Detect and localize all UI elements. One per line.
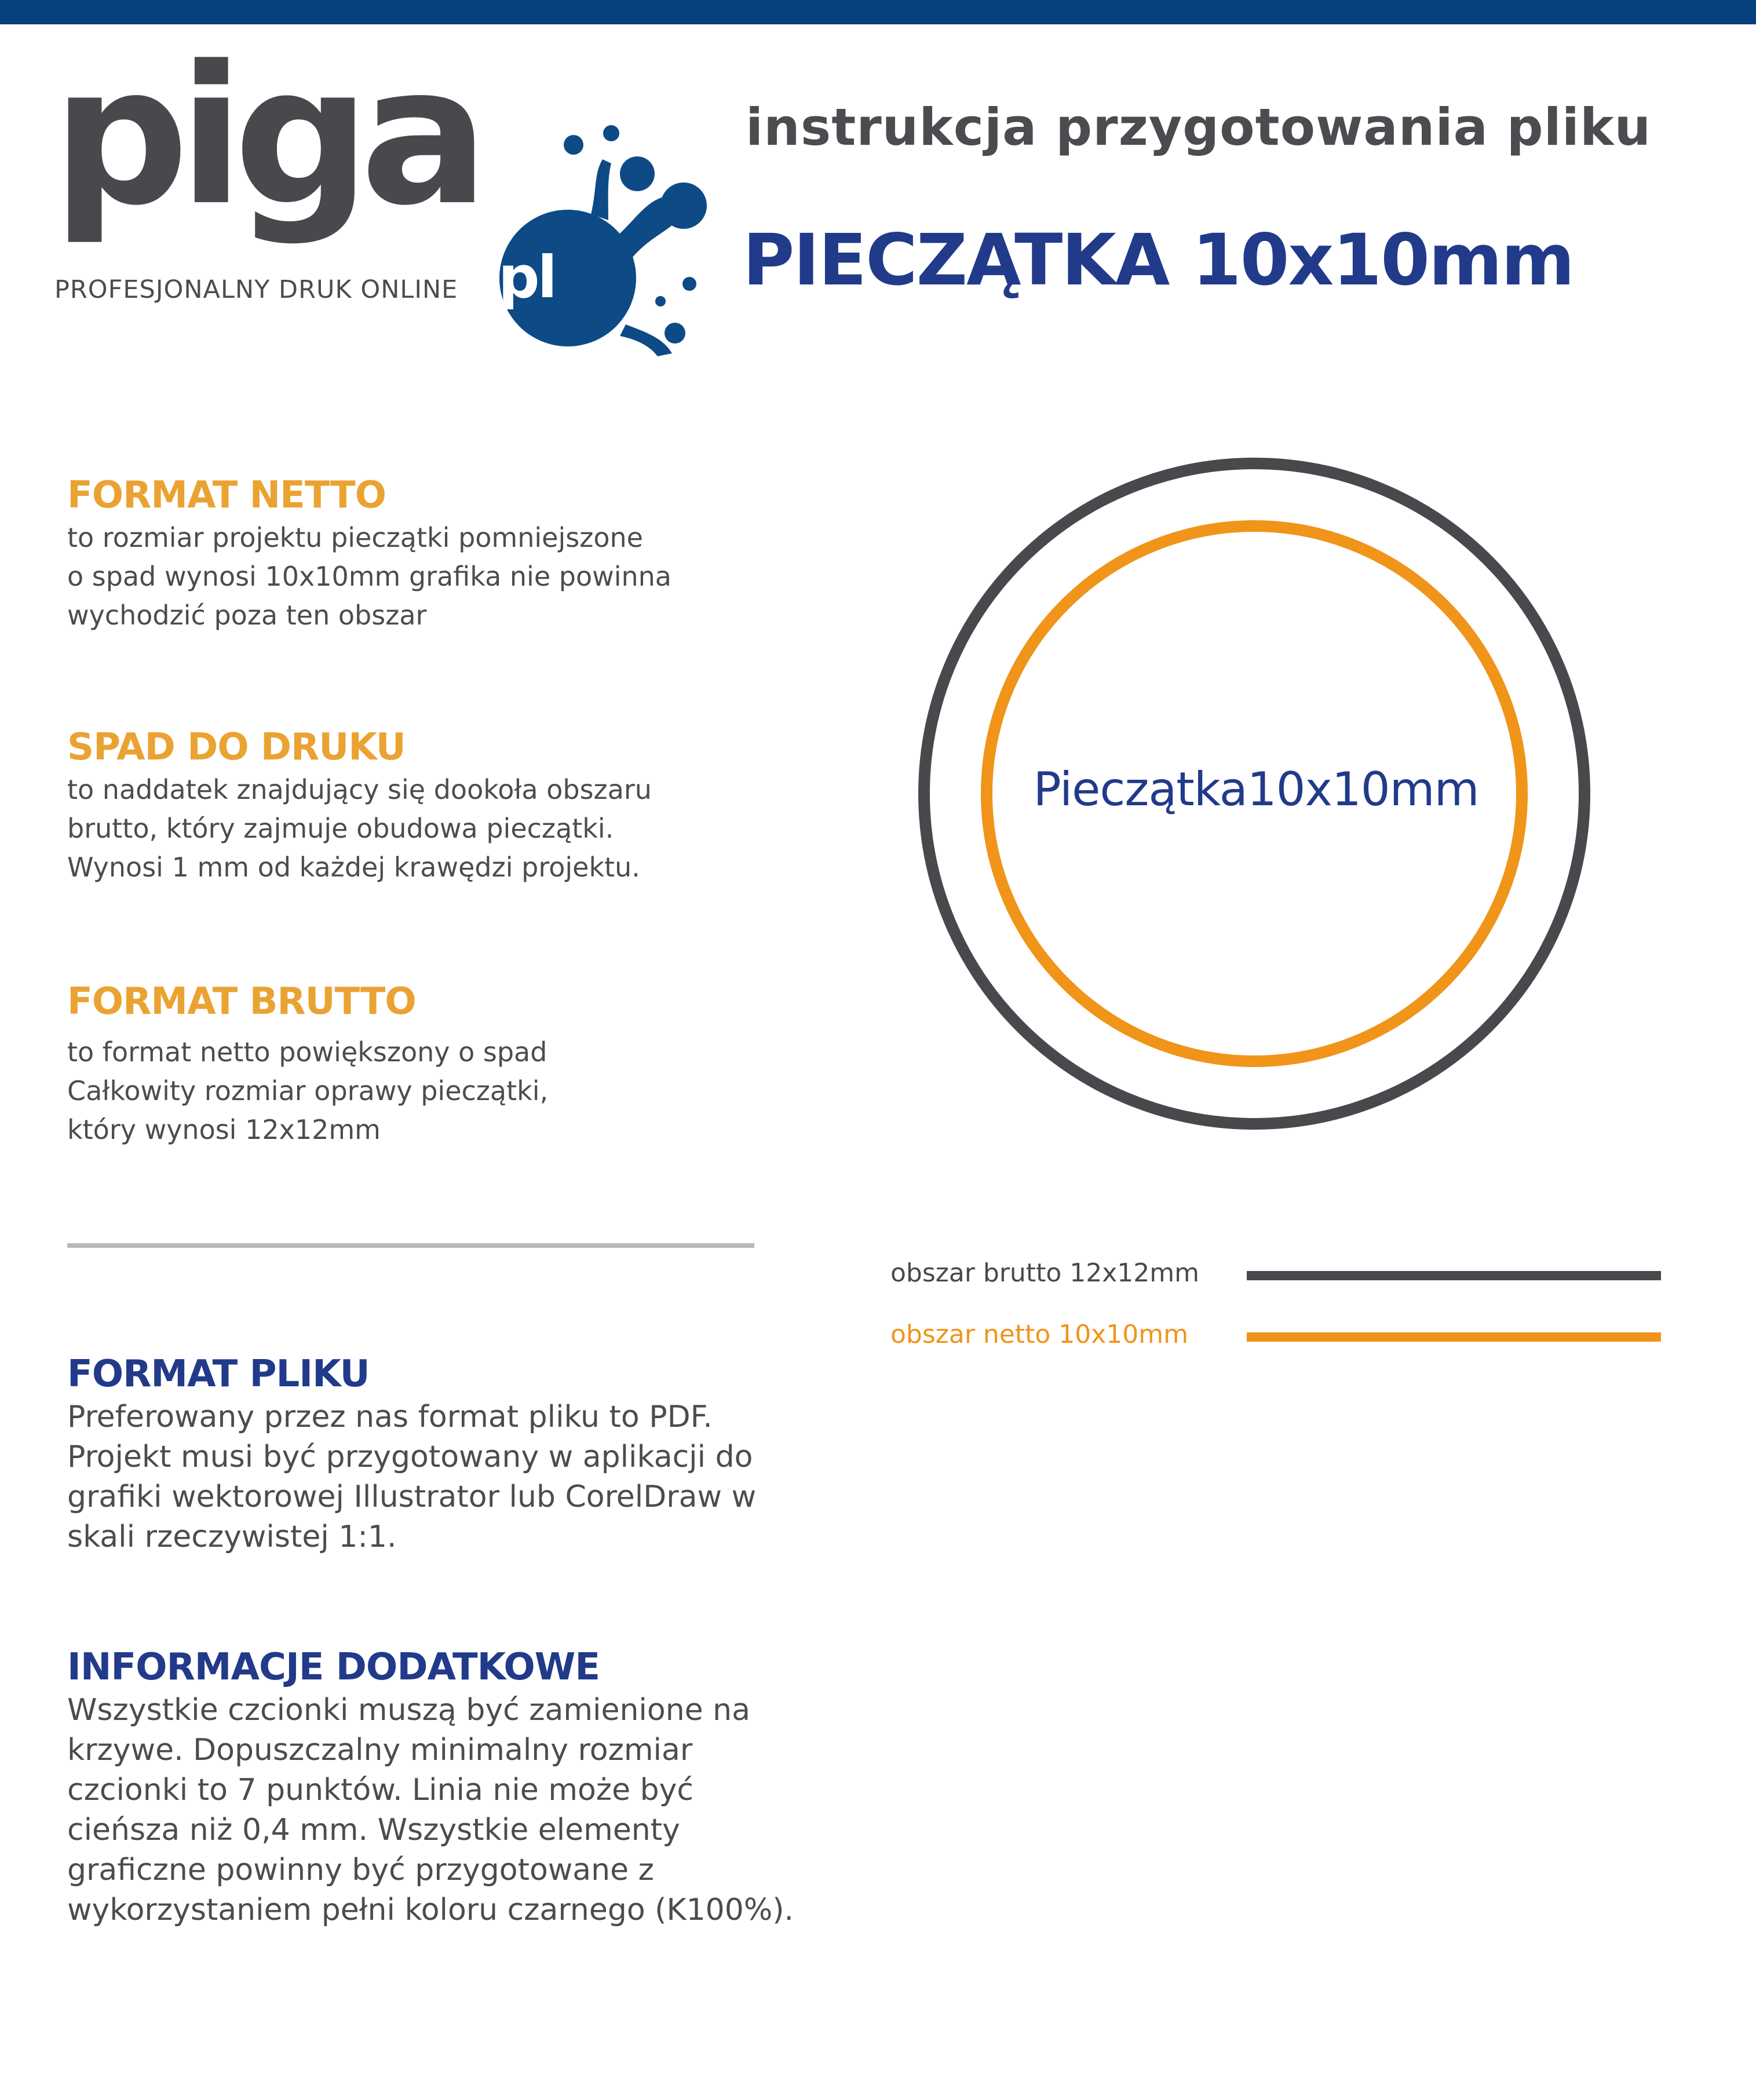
legend-brutto bbox=[890, 1258, 1667, 1299]
section-format-pliku bbox=[67, 1353, 757, 1557]
section-body bbox=[67, 770, 652, 887]
section-body bbox=[67, 518, 671, 635]
section-format-brutto bbox=[67, 980, 549, 1149]
logo-suffix: pl bbox=[498, 243, 555, 311]
section-spad bbox=[67, 726, 652, 887]
body-line: skali rzeczywistej 1:1. bbox=[67, 1520, 397, 1554]
body-line: wykorzystaniem pełni koloru czarnego (K100%). bbox=[67, 1893, 794, 1927]
logo bbox=[52, 25, 666, 319]
legend-netto bbox=[890, 1320, 1667, 1360]
body-line: grafiki wektorowej Illustrator lub CorelDraw w bbox=[67, 1480, 757, 1514]
body-line: to rozmiar projektu pieczątki pomniejszone bbox=[67, 522, 643, 553]
logo-tagline: PROFESJONALNY DRUK ONLINE bbox=[54, 275, 458, 304]
legend-swatch bbox=[1247, 1271, 1661, 1280]
section-informacje bbox=[67, 1646, 794, 1930]
legend-label: obszar netto 10x10mm bbox=[890, 1320, 1189, 1349]
section-heading: SPAD DO DRUKU bbox=[67, 726, 406, 769]
body-line: krzywe. Dopuszczalny minimalny rozmiar bbox=[67, 1733, 693, 1767]
body-line: Wynosi 1 mm od każdej krawędzi projektu. bbox=[67, 852, 640, 883]
section-heading: FORMAT PLIKU bbox=[67, 1353, 370, 1396]
section-heading: FORMAT NETTO bbox=[67, 474, 386, 517]
body-line: graficzne powinny być przygotowane z bbox=[67, 1853, 654, 1887]
body-line: brutto, który zajmuje obudowa pieczątki. bbox=[67, 813, 614, 844]
section-body bbox=[67, 1690, 794, 1930]
page-subtitle: instrukcja przygotowania pliku bbox=[746, 97, 1652, 157]
stamp-label: Pieczątka10x10mm bbox=[1033, 762, 1479, 816]
body-line: to format netto powiększony o spad bbox=[67, 1036, 547, 1068]
body-line: wychodzić poza ten obszar bbox=[67, 600, 427, 631]
body-line: to naddatek znajdujący się dookoła obszaru bbox=[67, 774, 652, 805]
section-format-netto bbox=[67, 474, 671, 635]
section-body bbox=[67, 1033, 548, 1149]
body-line: o spad wynosi 10x10mm grafika nie powinna bbox=[67, 561, 671, 592]
section-body bbox=[67, 1397, 756, 1557]
section-heading: FORMAT BRUTTO bbox=[67, 980, 416, 1023]
page-title: PIECZĄTKA 10x10mm bbox=[743, 219, 1574, 301]
body-line: cieńsza niż 0,4 mm. Wszystkie elementy bbox=[67, 1813, 680, 1847]
body-line: Całkowity rozmiar oprawy pieczątki, bbox=[67, 1075, 549, 1106]
section-heading: INFORMACJE DODATKOWE bbox=[67, 1646, 600, 1689]
section-divider bbox=[67, 1243, 754, 1248]
body-line: Projekt musi być przygotowany w aplikacji do bbox=[67, 1440, 753, 1474]
logo-splash-icon bbox=[435, 110, 707, 359]
body-line: Preferowany przez nas format pliku to PDF. bbox=[67, 1400, 713, 1434]
body-line: Wszystkie czcionki muszą być zamienione na bbox=[67, 1693, 750, 1728]
legend-swatch bbox=[1247, 1332, 1661, 1342]
logo-wordmark: piga bbox=[52, 25, 479, 247]
legend-label: obszar brutto 12x12mm bbox=[890, 1258, 1199, 1288]
body-line: który wynosi 12x12mm bbox=[67, 1114, 381, 1145]
body-line: czcionki to 7 punktów. Linia nie może być bbox=[67, 1773, 693, 1807]
top-bar bbox=[0, 0, 1756, 24]
